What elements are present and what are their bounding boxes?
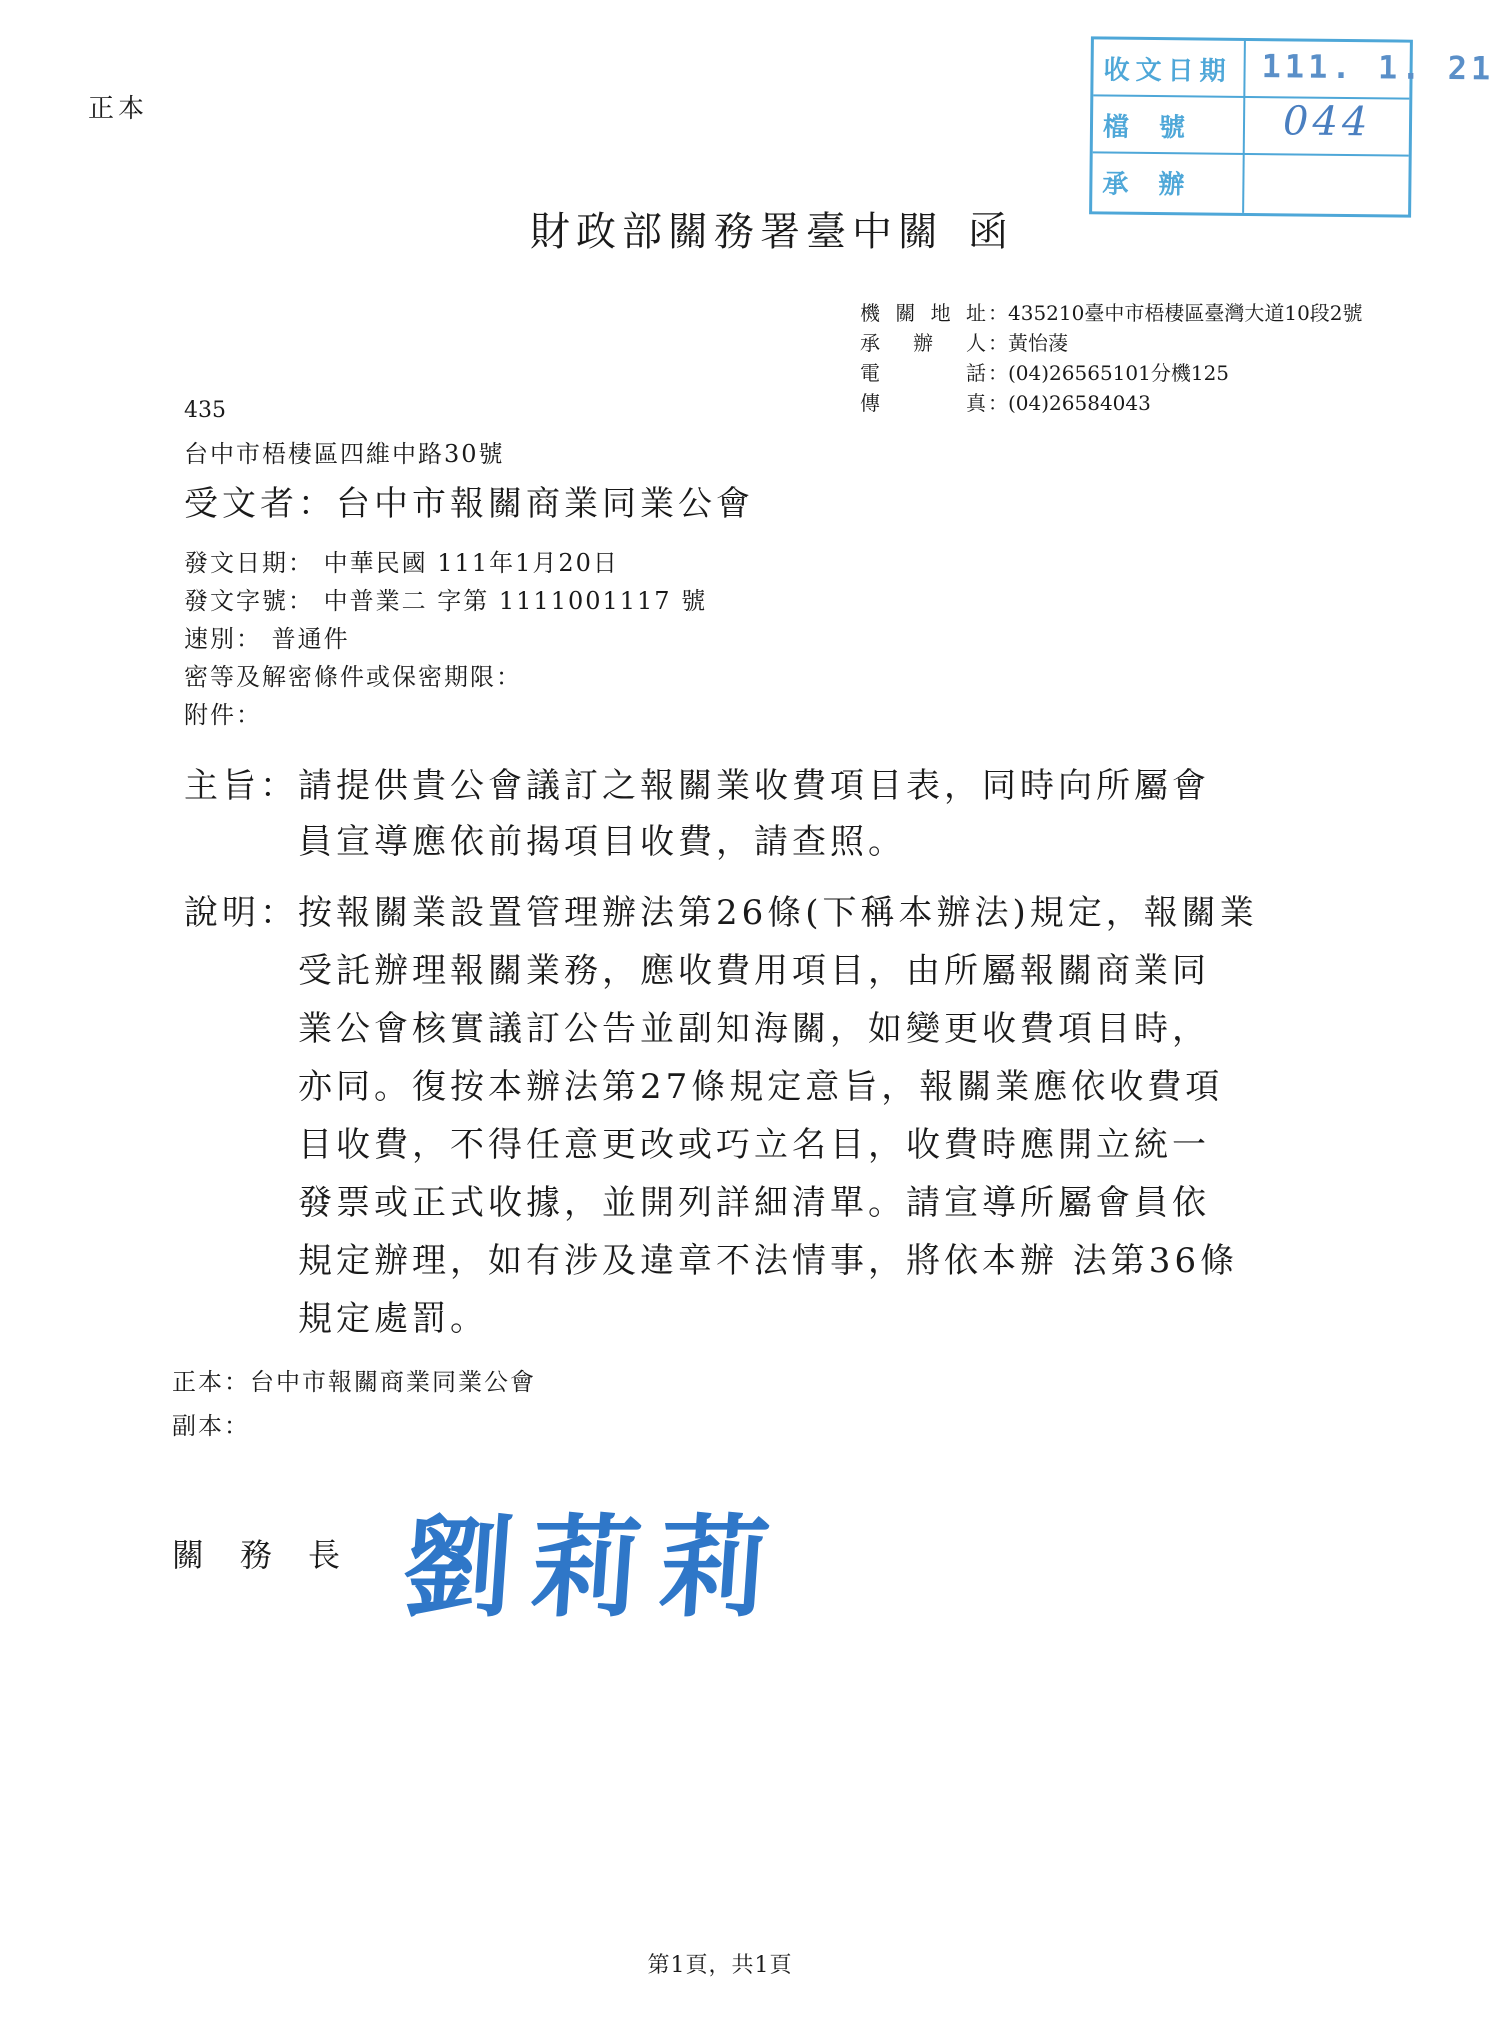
explanation-line: 目收費，不得任意更改或巧立名目，收費時應開立統一: [298, 1125, 1210, 1165]
agency-address-label: 機關地址: [860, 301, 988, 325]
agency-fax: (04)26584043: [1008, 391, 1151, 415]
explanation-line: 業公會核實議訂公告並副知海關，如變更收費項目時，: [298, 1009, 1210, 1049]
explanation-line: 受託辦理報關業務，應收費用項目，由所屬報關商業同: [298, 951, 1210, 991]
agency-contact-block: [860, 298, 1363, 418]
recipient-address: 台中市梧棲區四維中路30號: [184, 440, 505, 468]
agency-officer-row: 承辦人：黃怡蓤: [860, 328, 1363, 358]
stamp-process-label: 承辦: [1102, 169, 1215, 201]
explanation-line: 發票或正式收據，並開列詳細清單。請宣導所屬會員依: [298, 1183, 1210, 1223]
agency-phone: (04)26565101分機125: [1008, 361, 1230, 385]
recipient-zip: 435: [184, 398, 226, 423]
stamp-row-date: [1093, 39, 1495, 99]
document-type: 函: [968, 209, 1014, 255]
copy-recipient: 副本：: [172, 1412, 250, 1440]
recipient-name: 台中市報關商業同業公會: [336, 484, 754, 524]
agency-officer-label: 承辦人: [860, 331, 988, 355]
attachment: 附件：: [184, 701, 262, 729]
dispatch-speed: 速別： 普通件: [184, 625, 350, 653]
stamp-file-value: 044: [1282, 98, 1372, 146]
copy-type-label: 正本: [88, 94, 149, 124]
subject-line: 主旨：請提供貴公會議訂之報關業收費項目表，同時向所屬會: [184, 766, 1210, 806]
dispatch-date: 發文日期： 中華民國 111年1月20日: [184, 549, 619, 577]
dispatch-number: 發文字號： 中普業二 字第 1111001117 號: [184, 587, 708, 615]
agency-address: 435210臺中市梧棲區臺灣大道10段2號: [1008, 301, 1363, 325]
original-recipient: 正本：台中市報關商業同業公會: [172, 1368, 536, 1396]
stamp-row-process: [1092, 153, 1409, 211]
stamp-date-value: 111. 1. 21: [1261, 47, 1495, 88]
stamp-date-label: 收文日期: [1103, 55, 1232, 87]
stamp-file-label: 檔號: [1102, 112, 1216, 144]
explanation-paragraph: [184, 884, 1258, 1348]
explanation-line: 說明：按報關業設置管理辦法第26條(下稱本辦法)規定，報關業: [184, 893, 1258, 933]
received-date-stamp: [1089, 36, 1495, 217]
subject-line: 員宣導應依前揭項目收費，請查照。: [298, 822, 906, 862]
explanation-line: 規定辦理，如有涉及違章不法情事，將依本辦 法第36條: [298, 1241, 1239, 1281]
agency-officer: 黃怡蓤: [1008, 331, 1068, 355]
agency-address-row: 機關地址：435210臺中市梧棲區臺灣大道10段2號: [860, 298, 1363, 328]
agency-phone-label: 電話: [860, 361, 988, 385]
agency-phone-row: 電話：(04)26565101分機125: [860, 358, 1363, 388]
recipient-label: 受文者：: [184, 484, 336, 524]
secrecy-level: 密等及解密條件或保密期限：: [184, 663, 522, 691]
signer-title: 關務長: [172, 1536, 377, 1574]
distribution-list: [172, 1360, 536, 1448]
agency-name: 財政部關務署臺中關: [530, 209, 944, 255]
explanation-line: 亦同。復按本辦法第27條規定意旨，報關業應依收費項: [298, 1067, 1224, 1107]
stamp-row-file: [1093, 96, 1410, 156]
agency-fax-label: 傳真: [860, 391, 988, 415]
recipient-line: [184, 476, 754, 525]
page-number: 第1頁，共1頁: [647, 1953, 793, 1978]
signature-seal: 劉莉莉: [398, 1504, 792, 1632]
document-title: [530, 200, 1014, 257]
subject-paragraph: [184, 758, 1210, 870]
agency-fax-row: 傳真：(04)26584043: [860, 388, 1363, 418]
explanation-line: 規定處罰。: [298, 1299, 488, 1339]
dispatch-meta: [184, 544, 707, 734]
